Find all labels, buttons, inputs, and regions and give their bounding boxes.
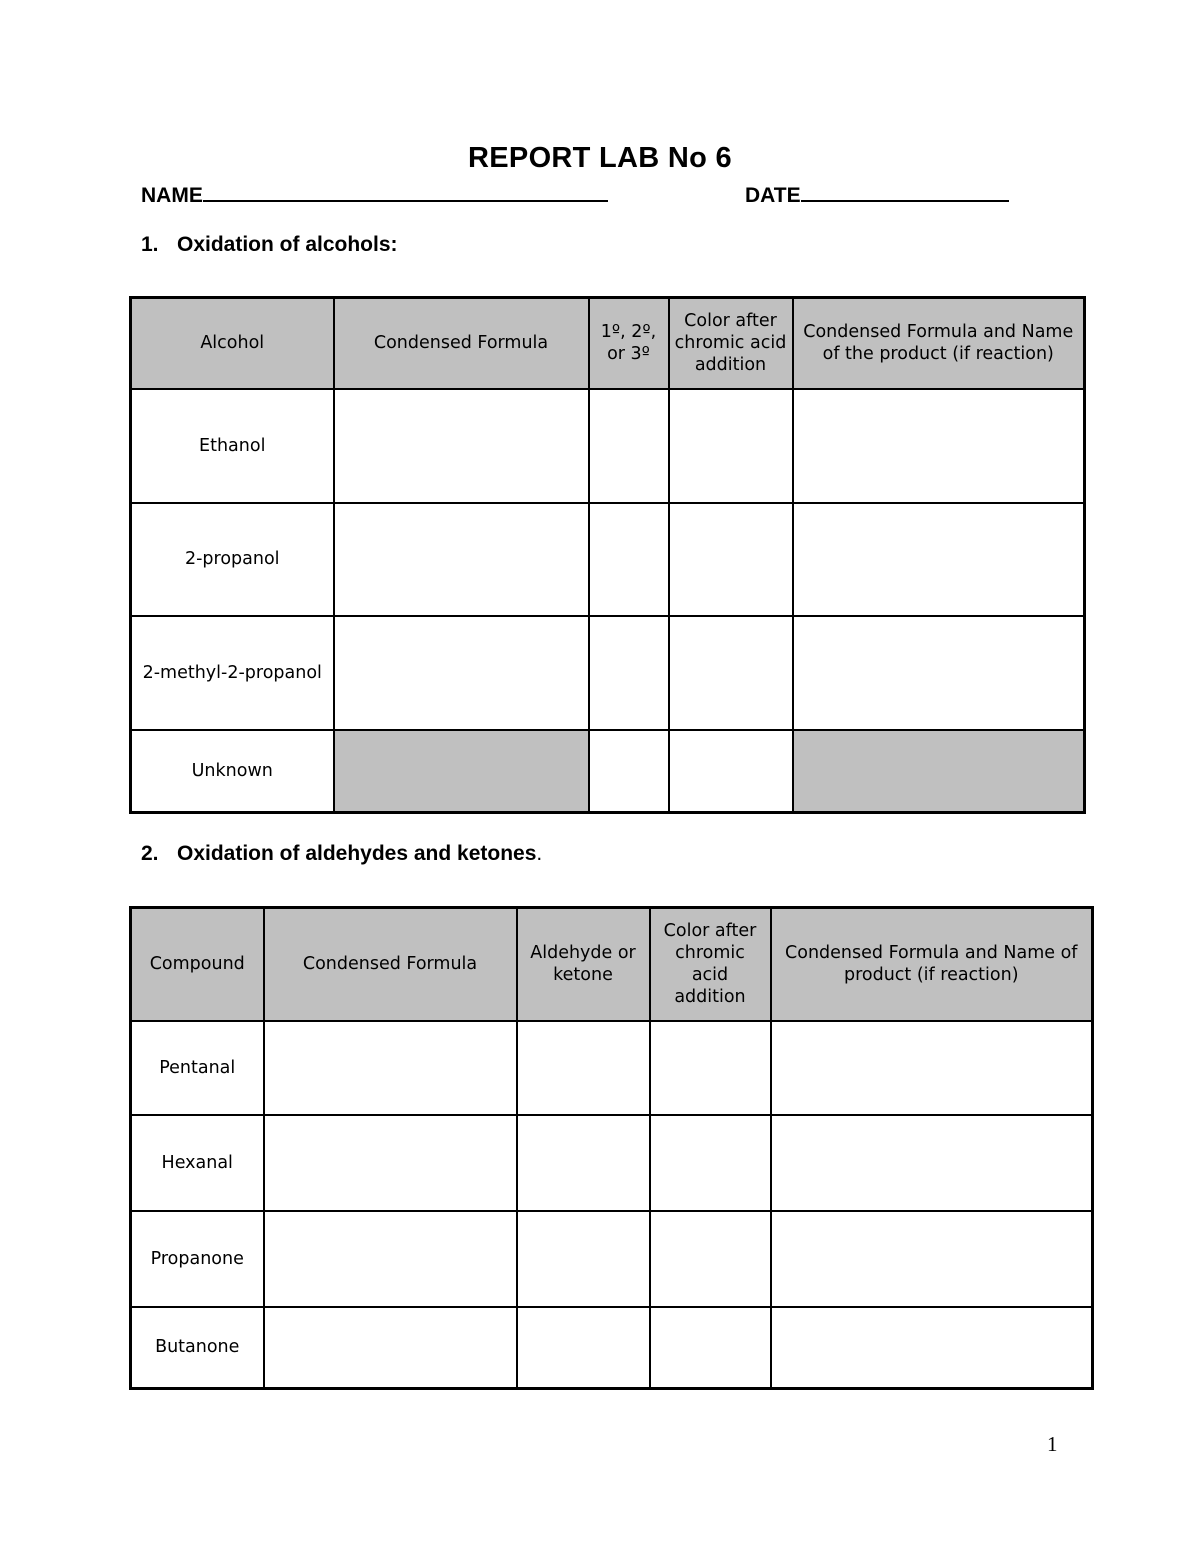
entry-cell[interactable] — [793, 503, 1085, 616]
shaded-cell — [334, 730, 589, 813]
section-heading-alcohols — [141, 233, 398, 257]
section-number: 1. — [141, 233, 159, 256]
entry-cell[interactable] — [264, 1021, 517, 1115]
entry-cell[interactable] — [771, 1021, 1093, 1115]
row-label: Hexanal — [131, 1115, 264, 1211]
entry-cell[interactable] — [793, 616, 1085, 730]
entry-cell[interactable] — [771, 1115, 1093, 1211]
entry-cell[interactable] — [650, 1115, 771, 1211]
entry-cell[interactable] — [264, 1211, 517, 1307]
entry-cell[interactable] — [589, 616, 669, 730]
entry-cell[interactable] — [650, 1021, 771, 1115]
entry-cell[interactable] — [669, 730, 793, 813]
name-field — [141, 180, 608, 208]
alcohols-table — [129, 296, 1086, 814]
name-blank-line[interactable] — [203, 180, 608, 202]
entry-cell[interactable] — [771, 1307, 1093, 1389]
entry-cell[interactable] — [517, 1211, 650, 1307]
table-row — [131, 730, 1085, 813]
page-number: 1 — [1047, 1432, 1058, 1456]
row-label: Propanone — [131, 1211, 264, 1307]
header-cell: Condensed Formula and Name of product (if reaction) — [771, 908, 1093, 1021]
name-label: NAME — [141, 184, 203, 207]
shaded-cell — [793, 730, 1085, 813]
table-row — [131, 616, 1085, 730]
header-cell: Condensed Formula — [264, 908, 517, 1021]
header-cell: Alcohol — [131, 298, 334, 389]
entry-cell[interactable] — [334, 616, 589, 730]
entry-cell[interactable] — [589, 389, 669, 503]
header-cell: Aldehyde or ketone — [517, 908, 650, 1021]
header-row — [131, 298, 1085, 389]
aldehydes-ketones-table — [129, 906, 1094, 1390]
table-row — [131, 1211, 1093, 1307]
entry-cell[interactable] — [264, 1307, 517, 1389]
date-field — [745, 180, 1009, 208]
entry-cell[interactable] — [771, 1211, 1093, 1307]
section-number: 2. — [141, 842, 159, 865]
header-row — [131, 908, 1093, 1021]
row-label: 2-methyl-2-propanol — [131, 616, 334, 730]
entry-cell[interactable] — [589, 503, 669, 616]
entry-cell[interactable] — [517, 1021, 650, 1115]
table-row — [131, 503, 1085, 616]
entry-cell[interactable] — [517, 1307, 650, 1389]
table-row — [131, 1307, 1093, 1389]
table-row — [131, 1115, 1093, 1211]
header-cell: Compound — [131, 908, 264, 1021]
entry-cell[interactable] — [650, 1211, 771, 1307]
header-cell: Condensed Formula — [334, 298, 589, 389]
entry-cell[interactable] — [589, 730, 669, 813]
row-label: 2-propanol — [131, 503, 334, 616]
row-label: Ethanol — [131, 389, 334, 503]
row-label: Unknown — [131, 730, 334, 813]
date-blank-line[interactable] — [801, 180, 1009, 202]
section-title: Oxidation of aldehydes and ketones — [177, 842, 537, 865]
section-title-suffix: . — [536, 842, 543, 865]
entry-cell[interactable] — [264, 1115, 517, 1211]
section-heading-aldehydes-ketones — [141, 842, 542, 866]
row-label: Butanone — [131, 1307, 264, 1389]
entry-cell[interactable] — [669, 389, 793, 503]
row-label: Pentanal — [131, 1021, 264, 1115]
header-cell: Color after chromic acid addition — [650, 908, 771, 1021]
entry-cell[interactable] — [669, 616, 793, 730]
entry-cell[interactable] — [334, 389, 589, 503]
entry-cell[interactable] — [334, 503, 589, 616]
header-cell: Color after chromic acid addition — [669, 298, 793, 389]
entry-cell[interactable] — [517, 1115, 650, 1211]
date-label: DATE — [745, 184, 801, 207]
header-cell: 1º, 2º, or 3º — [589, 298, 669, 389]
entry-cell[interactable] — [650, 1307, 771, 1389]
header-cell: Condensed Formula and Name of the product (if reaction) — [793, 298, 1085, 389]
table-row — [131, 389, 1085, 503]
table-row — [131, 1021, 1093, 1115]
page-title: REPORT LAB No 6 — [468, 142, 732, 174]
section-title: Oxidation of alcohols: — [177, 233, 398, 256]
entry-cell[interactable] — [793, 389, 1085, 503]
entry-cell[interactable] — [669, 503, 793, 616]
